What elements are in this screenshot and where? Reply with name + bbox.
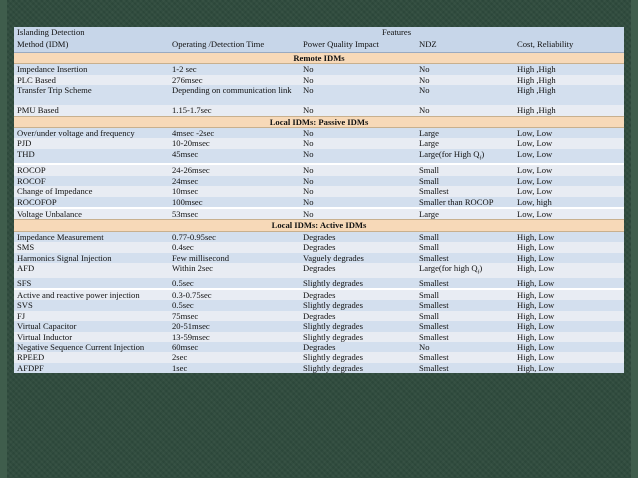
cell-time: 20-51msec xyxy=(169,321,300,331)
cell-cost: Low, Low xyxy=(514,138,624,148)
table-row xyxy=(14,278,624,288)
cell-method: PJD xyxy=(14,138,169,148)
table-row xyxy=(14,263,624,278)
closing-parenthesis: ) xyxy=(479,262,483,273)
table-row xyxy=(14,231,624,242)
cell-method: Active and reactive power injection xyxy=(14,290,169,300)
cell-ndz: Smallest xyxy=(416,352,514,362)
cell-ndz: No xyxy=(416,105,514,116)
cell-time: 100msec xyxy=(169,197,300,207)
cell-power-quality: Slightly degrades xyxy=(300,300,416,310)
cell-time: 0.5sec xyxy=(169,300,300,310)
table-row xyxy=(14,64,624,75)
cell-cost: High ,High xyxy=(514,85,624,105)
header-row-2 xyxy=(14,39,624,53)
cell-ndz: Small xyxy=(416,290,514,300)
header-islanding-detection: Islanding Detection xyxy=(14,27,169,39)
cell-ndz: Large xyxy=(416,138,514,148)
cell-ndz: Smallest xyxy=(416,363,514,373)
cell-ndz: No xyxy=(416,75,514,85)
cell-time: 4msec -2sec xyxy=(169,127,300,138)
cell-cost: High, Low xyxy=(514,253,624,263)
cell-ndz: Smaller than ROCOP xyxy=(416,197,514,207)
cell-ndz: Small xyxy=(416,165,514,175)
cell-time: 0.77-0.95sec xyxy=(169,231,300,242)
cell-power-quality: No xyxy=(300,138,416,148)
cell-power-quality: Slightly degrades xyxy=(300,278,416,288)
cell-power-quality: No xyxy=(300,149,416,164)
cell-cost: High ,High xyxy=(514,64,624,75)
islanding-detection-table xyxy=(14,27,624,373)
cell-time: Within 2sec xyxy=(169,263,300,278)
cell-ndz xyxy=(416,149,514,164)
table-row xyxy=(14,165,624,175)
cell-ndz: Smallest xyxy=(416,332,514,342)
cell-ndz: No xyxy=(416,342,514,352)
cell-time: 10-20msec xyxy=(169,138,300,148)
cell-time: 24-26msec xyxy=(169,165,300,175)
table-row xyxy=(14,311,624,321)
cell-power-quality: Vaguely degrades xyxy=(300,253,416,263)
column-header-power-quality: Power Quality Impact xyxy=(300,39,416,53)
cell-cost: High, Low xyxy=(514,363,624,373)
cell-method: SVS xyxy=(14,300,169,310)
cell-method: Change of Impedance xyxy=(14,186,169,196)
cell-ndz: Small xyxy=(416,242,514,252)
cell-time: 24msec xyxy=(169,176,300,186)
cell-method: Negative Sequence Current Injection xyxy=(14,342,169,352)
cell-ndz: Small xyxy=(416,231,514,242)
cell-time: 1sec xyxy=(169,363,300,373)
cell-cost: Low, Low xyxy=(514,186,624,196)
cell-ndz: Small xyxy=(416,311,514,321)
cell-time: 0.4sec xyxy=(169,242,300,252)
section-header xyxy=(14,220,624,231)
cell-method: SMS xyxy=(14,242,169,252)
table-row xyxy=(14,242,624,252)
ndz-value: Large(for High Q xyxy=(419,148,480,159)
cell-cost: High, Low xyxy=(514,300,624,310)
cell-ndz xyxy=(416,263,514,278)
cell-time: 1-2 sec xyxy=(169,64,300,75)
cell-cost: High ,High xyxy=(514,105,624,116)
section-title: Local IDMs: Active IDMs xyxy=(14,220,624,231)
cell-time: Few millisecond xyxy=(169,253,300,263)
section-header xyxy=(14,116,624,127)
column-header-method: Method (IDM) xyxy=(14,39,169,53)
cell-method: Transfer Trip Scheme xyxy=(14,85,169,105)
cell-cost: High, Low xyxy=(514,321,624,331)
cell-cost: High, Low xyxy=(514,278,624,288)
cell-method: Impedance Insertion xyxy=(14,64,169,75)
cell-power-quality: No xyxy=(300,186,416,196)
quality-factor-subscript: f xyxy=(479,155,482,162)
cell-time: 0.5sec xyxy=(169,278,300,288)
table-row xyxy=(14,105,624,116)
section-header xyxy=(14,53,624,64)
cell-method: SFS xyxy=(14,278,169,288)
cell-power-quality: No xyxy=(300,127,416,138)
table-row xyxy=(14,127,624,138)
cell-power-quality: No xyxy=(300,75,416,85)
cell-cost: High ,High xyxy=(514,75,624,85)
cell-power-quality: No xyxy=(300,64,416,75)
header-features: Features xyxy=(169,27,624,39)
cell-power-quality: Degrades xyxy=(300,242,416,252)
column-header-cost: Cost, Reliability xyxy=(514,39,624,53)
cell-power-quality: Degrades xyxy=(300,342,416,352)
quality-factor-subscript: f xyxy=(477,269,480,276)
cell-method: FJ xyxy=(14,311,169,321)
cell-power-quality: No xyxy=(300,209,416,220)
cell-method: PMU Based xyxy=(14,105,169,116)
cell-ndz: No xyxy=(416,85,514,105)
cell-power-quality: No xyxy=(300,165,416,175)
cell-cost: High, Low xyxy=(514,231,624,242)
cell-method: Over/under voltage and frequency xyxy=(14,127,169,138)
cell-ndz: Smallest xyxy=(416,278,514,288)
table-row xyxy=(14,176,624,186)
cell-power-quality: Degrades xyxy=(300,290,416,300)
cell-power-quality: Degrades xyxy=(300,263,416,278)
cell-method: Voltage Unbalance xyxy=(14,209,169,220)
cell-method: AFDPF xyxy=(14,363,169,373)
section-title: Remote IDMs xyxy=(14,53,624,64)
cell-cost: Low, Low xyxy=(514,209,624,220)
cell-method: THD xyxy=(14,149,169,164)
cell-method: ROCOP xyxy=(14,165,169,175)
cell-cost: High, Low xyxy=(514,342,624,352)
cell-time: 10msec xyxy=(169,186,300,196)
cell-ndz: No xyxy=(416,64,514,75)
cell-power-quality: No xyxy=(300,197,416,207)
cell-time: 1.15-1.7sec xyxy=(169,105,300,116)
table-row xyxy=(14,363,624,373)
cell-method: Virtual Capacitor xyxy=(14,321,169,331)
cell-cost: High, Low xyxy=(514,290,624,300)
cell-cost: High, Low xyxy=(514,352,624,362)
table-row xyxy=(14,186,624,196)
cell-cost: Low, Low xyxy=(514,165,624,175)
header-row-1 xyxy=(14,27,624,39)
cell-time: 0.3-0.75sec xyxy=(169,290,300,300)
cell-time: 75msec xyxy=(169,311,300,321)
cell-method: AFD xyxy=(14,263,169,278)
section-title: Local IDMs: Passive IDMs xyxy=(14,116,624,127)
cell-time: 2sec xyxy=(169,352,300,362)
table-row xyxy=(14,290,624,300)
cell-ndz: Large xyxy=(416,209,514,220)
cell-method: Harmonics Signal Injection xyxy=(14,253,169,263)
table-row xyxy=(14,85,624,105)
cell-ndz: Small xyxy=(416,176,514,186)
cell-ndz: Smallest xyxy=(416,186,514,196)
cell-method: RPEED xyxy=(14,352,169,362)
cell-method: Virtual Inductor xyxy=(14,332,169,342)
cell-ndz: Large xyxy=(416,127,514,138)
table-row xyxy=(14,253,624,263)
cell-method: ROCOF xyxy=(14,176,169,186)
closing-parenthesis: ) xyxy=(481,148,485,159)
table-row xyxy=(14,321,624,331)
cell-cost: Low, high xyxy=(514,197,624,207)
cell-method: ROCOFOP xyxy=(14,197,169,207)
cell-power-quality: Slightly degrades xyxy=(300,352,416,362)
table-row xyxy=(14,75,624,85)
cell-cost: Low, Low xyxy=(514,127,624,138)
cell-cost: High, Low xyxy=(514,263,624,278)
table-row xyxy=(14,209,624,220)
table-row xyxy=(14,149,624,164)
slide-right-border xyxy=(631,0,638,478)
cell-method: Impedance Measurement xyxy=(14,231,169,242)
cell-time: 45msec xyxy=(169,149,300,164)
table-row xyxy=(14,197,624,207)
ndz-value: Large(for high Q xyxy=(419,262,478,273)
cell-cost: Low, Low xyxy=(514,149,624,164)
cell-time: 276msec xyxy=(169,75,300,85)
cell-method: PLC Based xyxy=(14,75,169,85)
table-row xyxy=(14,138,624,148)
cell-ndz: Smallest xyxy=(416,253,514,263)
cell-cost: High, Low xyxy=(514,332,624,342)
cell-cost: Low, Low xyxy=(514,176,624,186)
column-header-ndz: NDZ xyxy=(416,39,514,53)
cell-time: Depending on communication link xyxy=(169,85,300,105)
cell-power-quality: No xyxy=(300,85,416,105)
cell-ndz: Smallest xyxy=(416,321,514,331)
cell-power-quality: Slightly degrades xyxy=(300,332,416,342)
cell-power-quality: No xyxy=(300,105,416,116)
cell-cost: High, Low xyxy=(514,242,624,252)
table-row xyxy=(14,300,624,310)
cell-power-quality: Degrades xyxy=(300,311,416,321)
cell-time: 53msec xyxy=(169,209,300,220)
cell-power-quality: Slightly degrades xyxy=(300,321,416,331)
cell-cost: High, Low xyxy=(514,311,624,321)
cell-time: 60msec xyxy=(169,342,300,352)
table-row xyxy=(14,342,624,352)
cell-power-quality: Degrades xyxy=(300,231,416,242)
cell-power-quality: Slightly degrades xyxy=(300,363,416,373)
slide-left-border xyxy=(0,0,7,478)
table-row xyxy=(14,352,624,362)
cell-ndz: Smallest xyxy=(416,300,514,310)
cell-time: 13-59msec xyxy=(169,332,300,342)
cell-power-quality: No xyxy=(300,176,416,186)
table-row xyxy=(14,332,624,342)
column-header-time: Operating /Detection Time xyxy=(169,39,300,53)
